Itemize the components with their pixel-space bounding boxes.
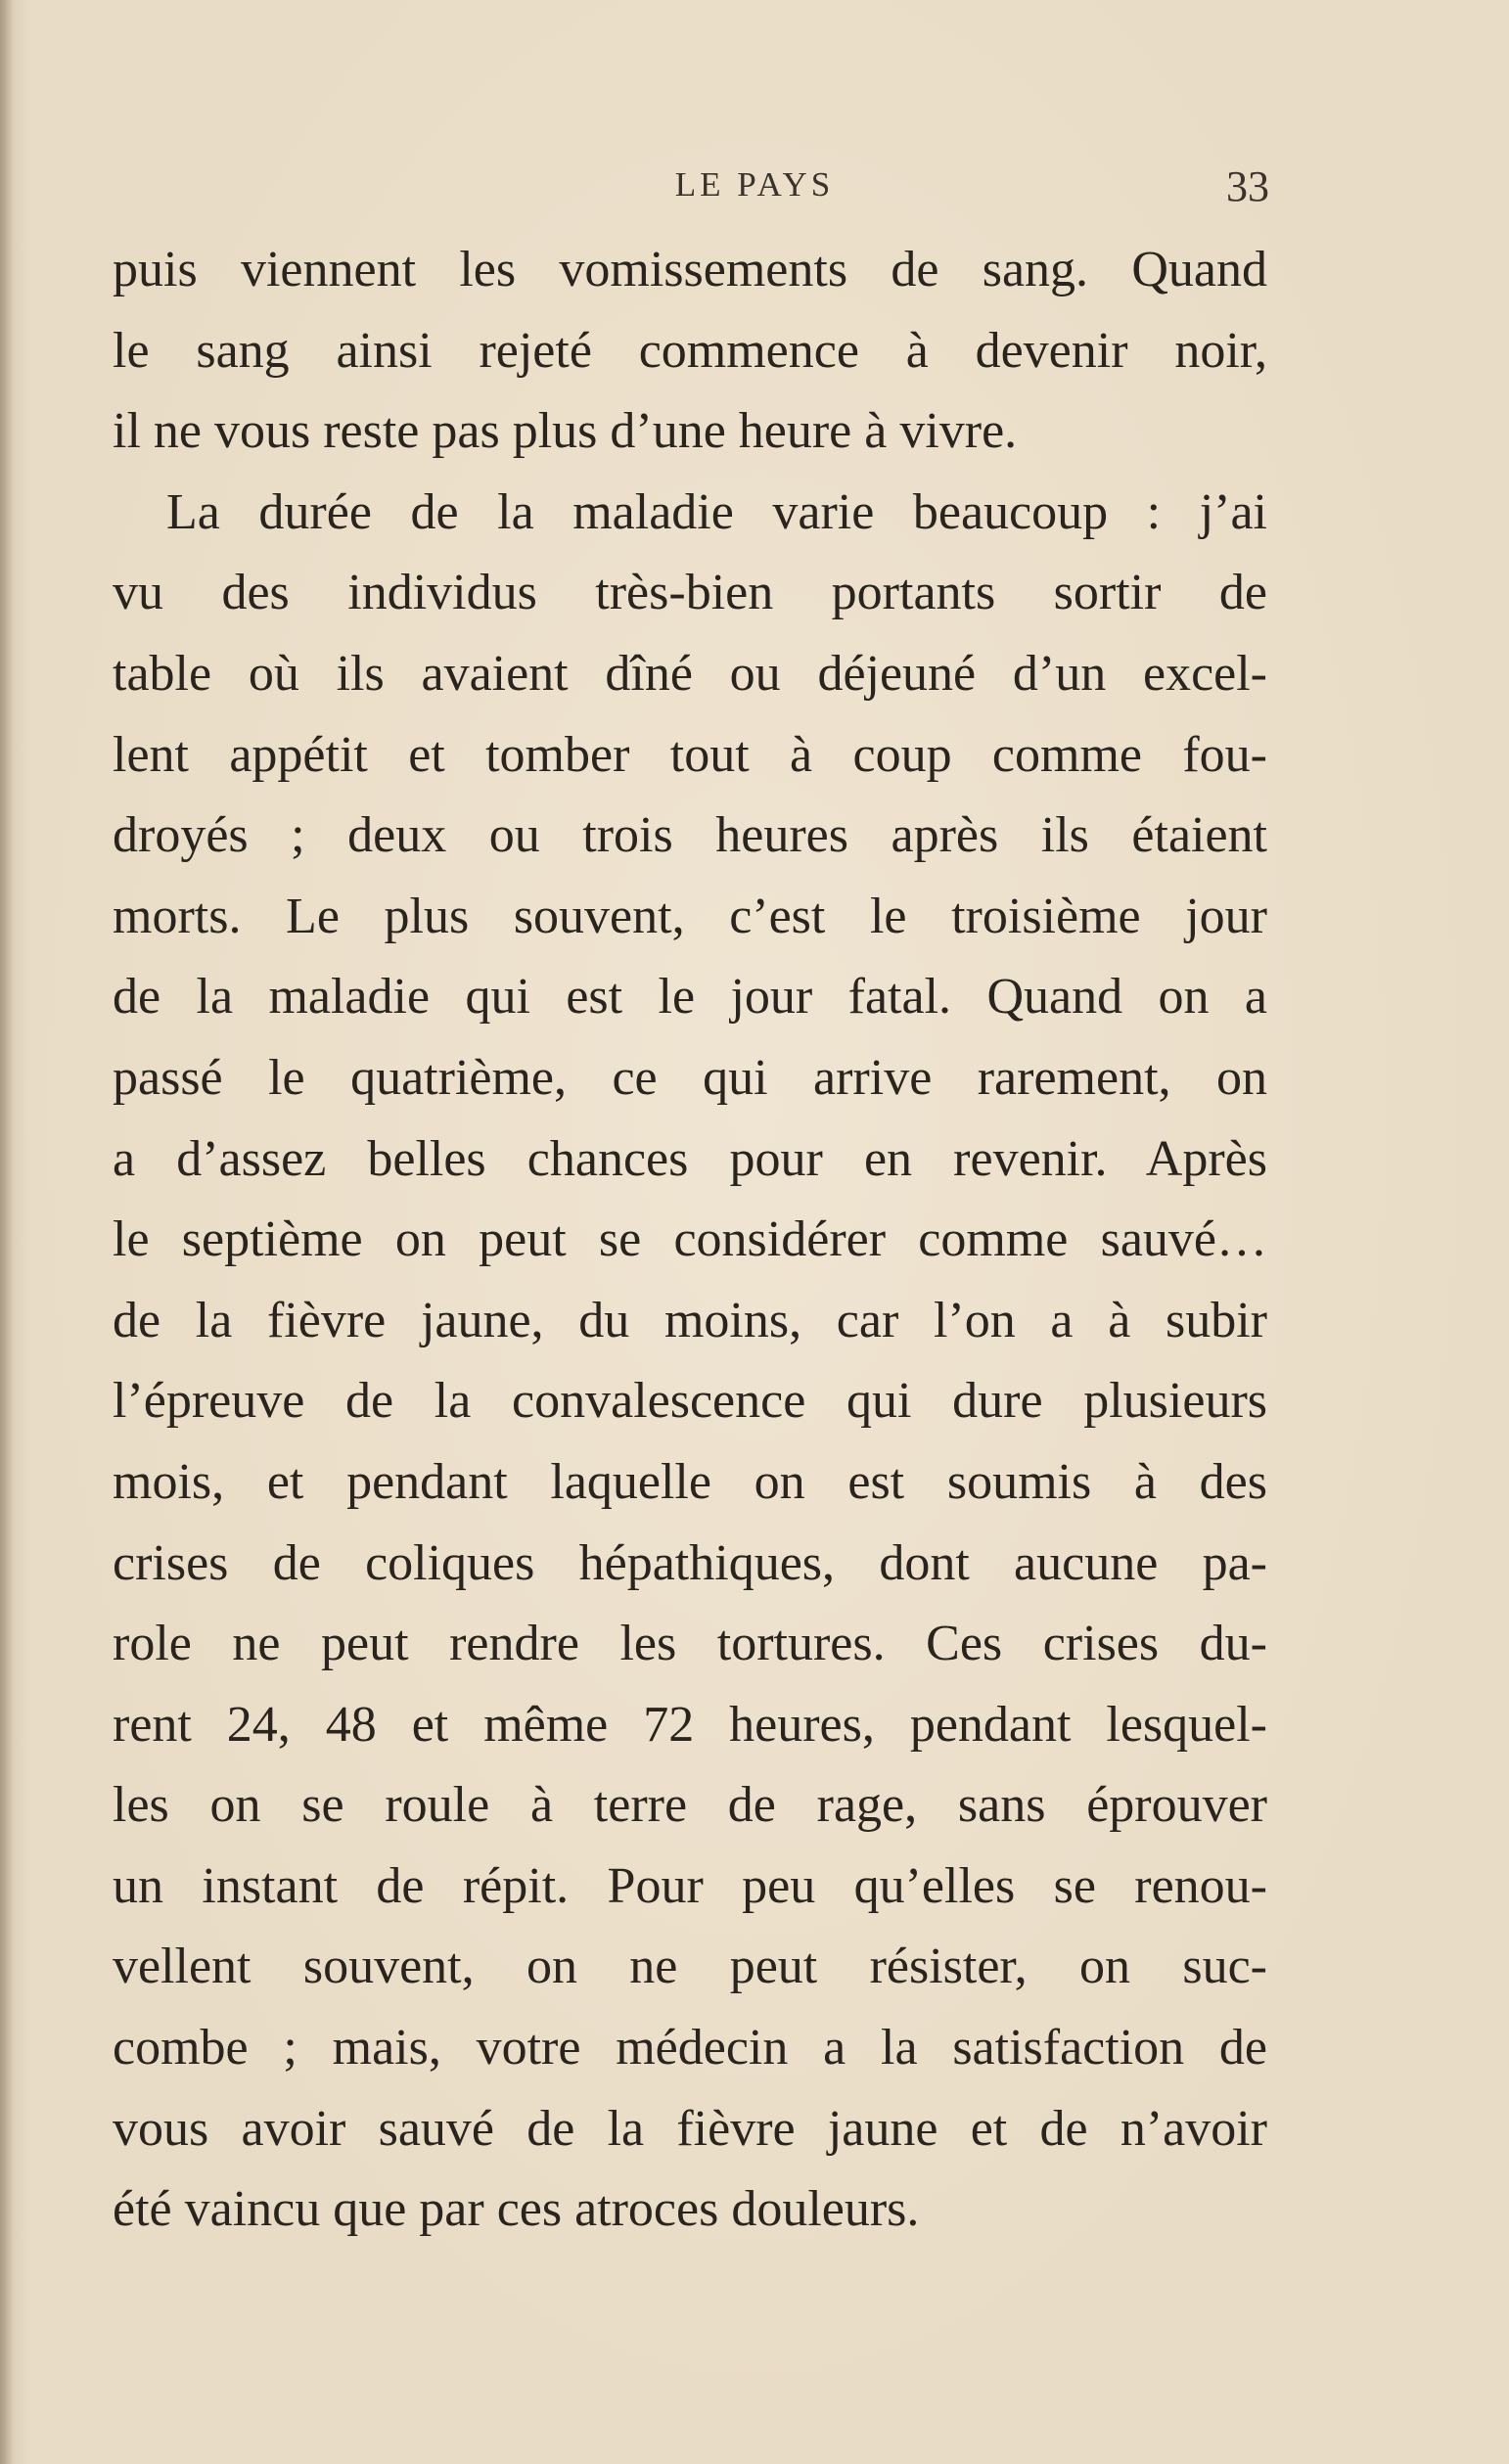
text-line: table où ils avaient dîné ou déjeuné d’un excel-	[113, 645, 1267, 702]
text-line: mois, et pendant laquelle on est soumis à des	[113, 1453, 1267, 1510]
text-line: lent appétit et tomber tout à coup comme fou-	[113, 726, 1267, 783]
text-line: passé le quatrième, ce qui arrive rarement, on	[113, 1049, 1267, 1106]
text-line: le septième on peut se considérer comme sauvé…	[113, 1211, 1267, 1268]
text-line: vous avoir sauvé de la fièvre jaune et de n’avoir	[113, 2100, 1267, 2157]
text-line: La durée de la maladie varie beaucoup : j’ai	[166, 483, 1267, 540]
text-line: il ne vous reste pas plus d’une heure à vivre.	[113, 403, 1018, 460]
page-number: 33	[1226, 162, 1269, 210]
text-line: été vaincu que par ces atroces douleurs.	[113, 2181, 920, 2238]
text-line: de la fièvre jaune, du moins, car l’on a à subir	[113, 1292, 1267, 1348]
text-line: de la maladie qui est le jour fatal. Quand on a	[113, 969, 1267, 1026]
text-line: a d’assez belles chances pour en revenir. Après	[113, 1130, 1267, 1187]
text-line: les on se roule à terre de rage, sans éprouver	[113, 1777, 1267, 1834]
running-head: LE PAYS	[674, 165, 835, 204]
text-line: rent 24, 48 et même 72 heures, pendant lesquel-	[113, 1696, 1267, 1753]
page-header	[0, 161, 1509, 216]
text-line: un instant de répit. Pour peu qu’elles se renou-	[113, 1857, 1267, 1914]
text-line: vellent souvent, on ne peut résister, on suc-	[113, 1939, 1267, 1995]
text-line: l’épreuve de la convalescence qui dure plusieurs	[113, 1373, 1267, 1430]
text-line: puis viennent les vomissements de sang. Quand	[113, 242, 1267, 297]
text-line: crises de coliques hépathiques, dont aucune pa-	[113, 1534, 1267, 1591]
text-line: le sang ainsi rejeté commence à devenir noir,	[113, 322, 1267, 379]
text-line: morts. Le plus souvent, c’est le troisième jour	[113, 888, 1267, 944]
text-line: combe ; mais, votre médecin a la satisfaction de	[113, 2020, 1267, 2076]
text-line: vu des individus très-bien portants sortir de	[113, 565, 1267, 621]
text-line: droyés ; deux ou trois heures après ils étaient	[113, 807, 1267, 864]
spine-shadow	[0, 0, 14, 2464]
text-line: role ne peut rendre les tortures. Ces crises du-	[113, 1616, 1267, 1672]
body-text	[113, 230, 1267, 2251]
